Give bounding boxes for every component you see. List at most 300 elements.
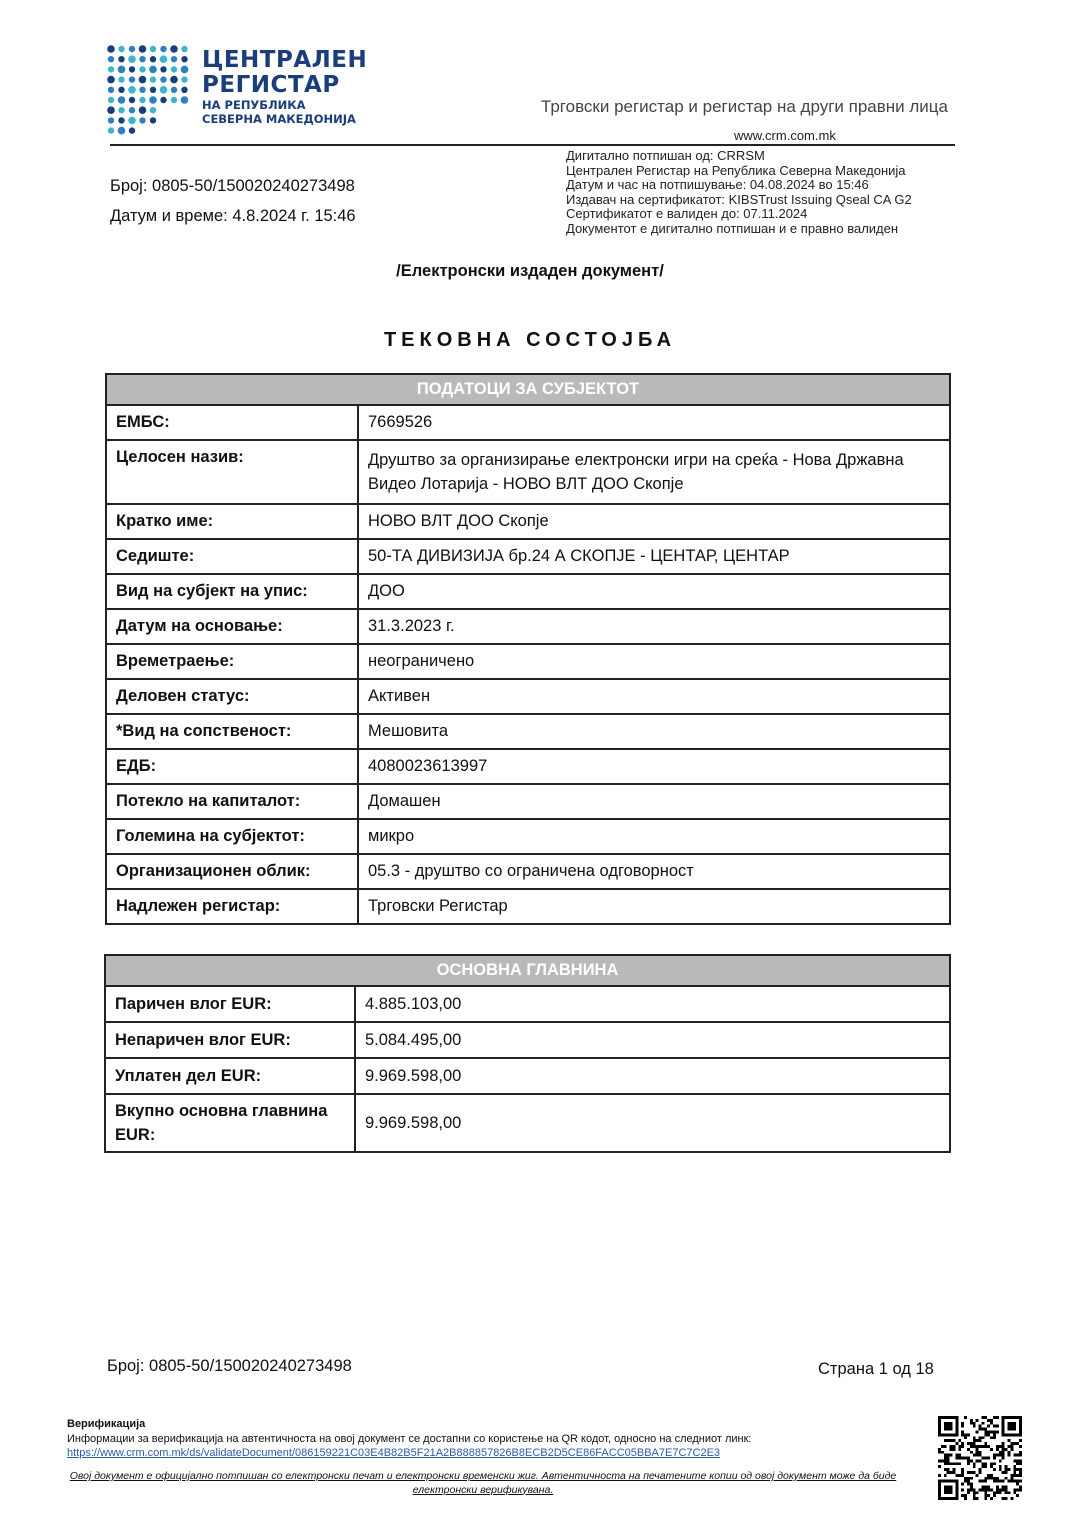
table-row [106,539,950,574]
qr-module [941,1451,944,1454]
logo-dot [118,107,124,113]
qr-module [950,1448,953,1451]
row-label: ЕМБС: [106,405,358,440]
row-label: Вид на субјект на упис: [106,574,358,609]
qr-module [964,1457,967,1460]
qr-module [947,1454,950,1457]
qr-module [961,1433,964,1436]
qr-module [964,1436,967,1439]
logo-dot [170,45,178,53]
qr-module [976,1491,979,1494]
logo-dot [107,76,115,84]
logo-dot [118,76,124,82]
qr-module [973,1462,976,1465]
logo-dot [108,127,114,133]
qr-module [979,1436,982,1439]
logo-dot [128,55,136,63]
row-label: Кратко име: [106,504,358,539]
logo-dot [171,97,177,103]
qr-module [1008,1451,1011,1454]
qr-module [958,1448,961,1451]
row-value: 50-ТА ДИВИЗИЈА бр.24 А СКОПЈЕ - ЦЕНТАР, ЦЕНТАР [358,539,950,574]
row-value: 4.885.103,00 [355,986,950,1022]
verification-link[interactable]: https://www.crm.com.mk/ds/validateDocument/086159221C03E4B82B5F21A2B888857826B8ECB2D5CE86FACC05BBA7E7C7C2E3 [67,1447,721,1459]
qr-module [981,1462,984,1465]
qr-module [961,1468,964,1471]
logo-dot [160,66,166,72]
table-row [106,749,950,784]
qr-module [996,1430,999,1433]
qr-module [987,1430,990,1433]
qr-module [996,1425,999,1428]
logo-dot [129,97,135,103]
qr-module [970,1483,973,1486]
qr-module [1010,1442,1013,1445]
logo-dot [170,76,178,84]
qr-module [958,1454,961,1457]
table-row [106,819,950,854]
qr-module [993,1433,996,1436]
logo-dot [181,76,187,82]
qr-module [987,1477,990,1480]
logo-line-1: ЦЕНТРАЛЕН [202,47,368,73]
qr-module [973,1494,976,1497]
qr-module [961,1430,964,1433]
qr-module [955,1457,958,1460]
row-label: Непаричен влог EUR: [105,1022,355,1058]
qr-module [999,1488,1002,1491]
qr-module [944,1474,947,1477]
qr-module [1016,1488,1019,1491]
qr-module [976,1454,979,1457]
row-value: Активен [358,679,950,714]
qr-module [1008,1480,1011,1483]
qr-module [984,1497,987,1500]
qr-module [993,1494,996,1497]
qr-module [1019,1445,1022,1448]
qr-module [970,1477,973,1480]
row-value: Друштво за организирање електронски игри на среќа - Нова Државна Видео Лотарија - НОВО ВЛТ ДОО Скопје [358,440,950,504]
qr-module [1019,1468,1022,1471]
logo-dot [118,96,126,104]
qr-module [947,1459,950,1462]
logo-dot [118,56,124,62]
logo-dot [181,66,189,74]
qr-module [1010,1480,1013,1483]
qr-module [1002,1448,1005,1451]
qr-module [979,1471,982,1474]
row-label: Организационен облик: [106,854,358,889]
qr-module [973,1445,976,1448]
qr-module [979,1480,982,1483]
qr-module [1019,1459,1022,1462]
row-value: неограничено [358,644,950,679]
qr-module [1002,1497,1005,1500]
qr-module [944,1486,953,1495]
signature-line: Сертификатот е валиден до: 07.11.2024 [566,206,808,221]
qr-module [947,1462,950,1465]
qr-module [1016,1442,1019,1445]
row-value: 9.969.598,00 [355,1058,950,1094]
qr-module [1005,1448,1008,1451]
qr-module [964,1477,967,1480]
qr-module [993,1430,996,1433]
qr-module [984,1445,987,1448]
qr-module [967,1433,970,1436]
qr-module [970,1442,973,1445]
qr-module [1019,1488,1022,1491]
qr-module [961,1494,964,1497]
logo-dot [160,76,166,82]
subject-table-heading: ПОДАТОЦИ ЗА СУБЈЕКТОТ [106,374,950,405]
qr-module [1002,1445,1005,1448]
qr-module [976,1445,979,1448]
crm-logo [106,44,366,140]
row-value: 9.969.598,00 [355,1094,950,1152]
qr-module [996,1488,999,1491]
logo-dot [118,117,124,123]
qr-module [996,1416,999,1419]
qr-module [984,1465,987,1468]
qr-module [967,1471,970,1474]
qr-module [944,1457,947,1460]
logo-line-4: СЕВЕРНА МАКЕДОНИЈА [202,112,356,126]
row-label: Потекло на капиталот: [106,784,358,819]
table-row [106,405,950,440]
qr-module [1019,1480,1022,1483]
qr-module [955,1462,958,1465]
logo-dot [108,87,114,93]
qr-module [990,1422,993,1425]
qr-module [967,1459,970,1462]
logo-dot [160,97,166,103]
qr-module [964,1433,967,1436]
qr-module [967,1491,970,1494]
qr-module [999,1459,1002,1462]
qr-module [984,1462,987,1465]
logo-dot [139,45,147,53]
qr-module [973,1471,976,1474]
qr-module [1019,1451,1022,1454]
row-label: Датум на основање: [106,609,358,644]
qr-module [996,1448,999,1451]
row-label: Паричен влог EUR: [105,986,355,1022]
logo-dot [181,56,187,62]
qr-module [999,1480,1002,1483]
logo-dot [150,87,156,93]
qr-module [993,1462,996,1465]
logo-dot [118,87,124,93]
qr-module [984,1428,987,1431]
row-label: Вкупно основна главнина EUR: [105,1094,355,1152]
qr-module [973,1436,976,1439]
qr-module [979,1459,982,1462]
qr-module [967,1477,970,1480]
row-value: 7669526 [358,405,950,440]
logo-dot [108,66,114,72]
qr-module [1002,1457,1005,1460]
qr-code-icon[interactable] [938,1416,1022,1500]
table-row [106,889,950,924]
table-row [106,714,950,749]
row-value: 31.3.2023 г. [358,609,950,644]
qr-module [984,1486,987,1489]
logo-dot [149,96,157,104]
qr-module [961,1471,964,1474]
qr-module [961,1488,964,1491]
qr-module [984,1488,987,1491]
qr-module [990,1465,993,1468]
electronic-note: /Електронски издаден документ/ [396,262,664,280]
logo-dot [160,46,166,52]
logo-dot [129,76,135,82]
qr-module [990,1474,993,1477]
qr-module [999,1465,1002,1468]
logo-dots-icon [106,44,190,136]
qr-module [987,1488,990,1491]
qr-module [984,1442,987,1445]
website-link[interactable]: www.crm.com.mk [734,128,836,143]
table-row [106,644,950,679]
verification-title: Верификација [67,1418,146,1430]
signature-line: Датум и час на потпишување: 04.08.2024 во 15:46 [566,177,869,192]
qr-module [984,1430,987,1433]
qr-module [947,1457,950,1460]
qr-module [984,1491,987,1494]
row-value: Домашен [358,784,950,819]
page-number: Страна 1 од 18 [818,1360,934,1378]
table-row [105,1022,950,1058]
qr-module [1010,1448,1013,1451]
qr-module [1019,1454,1022,1457]
qr-module [944,1462,947,1465]
logo-dot [139,66,145,72]
qr-module [952,1439,955,1442]
qr-module [996,1445,999,1448]
qr-module [993,1480,996,1483]
logo-dot [160,86,168,94]
logo-dot [129,46,135,52]
qr-module [1016,1494,1019,1497]
qr-module [944,1454,947,1457]
qr-module [1008,1422,1017,1431]
capital-table-heading: ОСНОВНА ГЛАВНИНА [105,955,950,986]
qr-module [981,1488,984,1491]
qr-module [1019,1486,1022,1489]
qr-module [952,1462,955,1465]
qr-module [993,1425,996,1428]
qr-module [1013,1442,1016,1445]
qr-module [961,1445,964,1448]
qr-module [958,1439,961,1442]
table-row [106,574,950,609]
qr-module [970,1486,973,1489]
qr-module [973,1425,976,1428]
document-datetime: Датум и време: 4.8.2024 г. 15:46 [110,207,356,225]
qr-module [979,1488,982,1491]
qr-module [970,1422,973,1425]
row-label: Големина на субјектот: [106,819,358,854]
qr-module [964,1494,967,1497]
qr-module [1013,1454,1016,1457]
digital-signature-block [566,149,912,236]
qr-module [970,1419,973,1422]
qr-module [967,1457,970,1460]
qr-module [1002,1471,1005,1474]
qr-module [1016,1483,1019,1486]
table-row [106,440,950,504]
qr-module [973,1454,976,1457]
qr-module [944,1422,953,1431]
qr-module [976,1459,979,1462]
qr-module [973,1439,976,1442]
qr-module [938,1474,941,1477]
registry-name: Трговски регистар и регистар на други правни лица [540,97,948,116]
signature-line: Документот е дигитално потпишан и е правно валиден [566,220,899,236]
qr-module [981,1436,984,1439]
qr-module [987,1494,990,1497]
qr-module [990,1477,993,1480]
logo-dot [139,106,147,114]
row-value: НОВО ВЛТ ДОО Скопје [358,504,950,539]
qr-module [941,1445,944,1448]
qr-module [996,1491,999,1494]
logo-dot [118,127,126,135]
row-label: Целосен назив: [106,440,358,504]
document-number: Број: 0805-50/150020240273498 [110,177,355,195]
table-row [105,1058,950,1094]
qr-module [970,1451,973,1454]
qr-module [950,1462,953,1465]
qr-module [1013,1468,1016,1471]
qr-module [979,1445,982,1448]
qr-module [973,1422,976,1425]
qr-module [987,1445,990,1448]
qr-module [1013,1480,1016,1483]
qr-module [1008,1445,1011,1448]
qr-module [996,1480,999,1483]
qr-module [1016,1459,1019,1462]
qr-module [967,1462,970,1465]
qr-module [981,1457,984,1460]
logo-dot [118,66,126,74]
qr-module [984,1457,987,1460]
qr-module [984,1433,987,1436]
row-value: 4080023613997 [358,749,950,784]
qr-module [976,1430,979,1433]
footer-document-number: Број: 0805-50/150020240273498 [107,1357,352,1375]
qr-module [1013,1491,1016,1494]
logo-dot [129,107,135,113]
logo-dot [150,107,156,113]
qr-module [990,1497,993,1500]
qr-module [993,1468,996,1471]
table-row [105,1094,950,1152]
qr-module [970,1488,973,1491]
qr-module [981,1480,984,1483]
qr-module [944,1468,947,1471]
qr-module [944,1439,947,1442]
logo-dot [128,117,136,125]
table-row [106,679,950,714]
logo-dot [129,127,135,133]
qr-module [1010,1474,1013,1477]
qr-module [1008,1468,1011,1471]
qr-module [990,1436,993,1439]
row-value: ДОО [358,574,950,609]
qr-module [944,1445,947,1448]
qr-module [996,1477,999,1480]
table-row [106,609,950,644]
logo-dot [171,66,177,72]
qr-module [1002,1442,1005,1445]
logo-dot [118,46,124,52]
qr-module [1019,1439,1022,1442]
qr-module [996,1486,999,1489]
signature-line: Издавач на сертификатот: KIBSTrust Issuing Qseal CA G2 [566,191,912,207]
qr-module [976,1451,979,1454]
logo-dot [129,66,135,72]
qr-module [1016,1462,1019,1465]
qr-module [976,1474,979,1477]
qr-module [970,1445,973,1448]
qr-module [990,1488,993,1491]
qr-module [993,1457,996,1460]
qr-module [973,1488,976,1491]
logo-dot [149,66,157,74]
qr-module [958,1445,961,1448]
row-label: Уплатен дел EUR: [105,1058,355,1094]
table-row [106,504,950,539]
logo-dot [107,45,115,53]
row-value: Трговски Регистар [358,889,950,924]
qr-module [990,1462,993,1465]
qr-module [961,1425,964,1428]
qr-module [987,1457,990,1460]
qr-module [1016,1468,1019,1471]
qr-module [1016,1454,1019,1457]
logo-dot [139,76,147,84]
qr-module [1016,1480,1019,1483]
logo-dot [181,96,189,104]
qr-module [944,1459,947,1462]
qr-module [964,1480,967,1483]
capital-table [104,954,951,1153]
row-label: Седиште: [106,539,358,574]
table-row [106,784,950,819]
qr-module [1002,1486,1005,1489]
verification-block [67,1417,927,1461]
qr-module [979,1468,982,1471]
row-value: 5.084.495,00 [355,1022,950,1058]
qr-module [979,1451,982,1454]
logo-dot [181,46,187,52]
qr-module [938,1459,941,1462]
logo-dot [160,55,168,63]
qr-module [967,1442,970,1445]
qr-module [947,1439,950,1442]
logo-dot [108,97,114,103]
qr-module [1005,1468,1008,1471]
qr-module [961,1457,964,1460]
page-title: ТЕКОВНА СОСТОЈБА [383,329,677,351]
row-label: ЕДБ: [106,749,358,784]
logo-dot [150,76,156,82]
qr-module [947,1468,950,1471]
qr-module [1005,1497,1008,1500]
qr-module [976,1439,979,1442]
qr-module [952,1445,955,1448]
